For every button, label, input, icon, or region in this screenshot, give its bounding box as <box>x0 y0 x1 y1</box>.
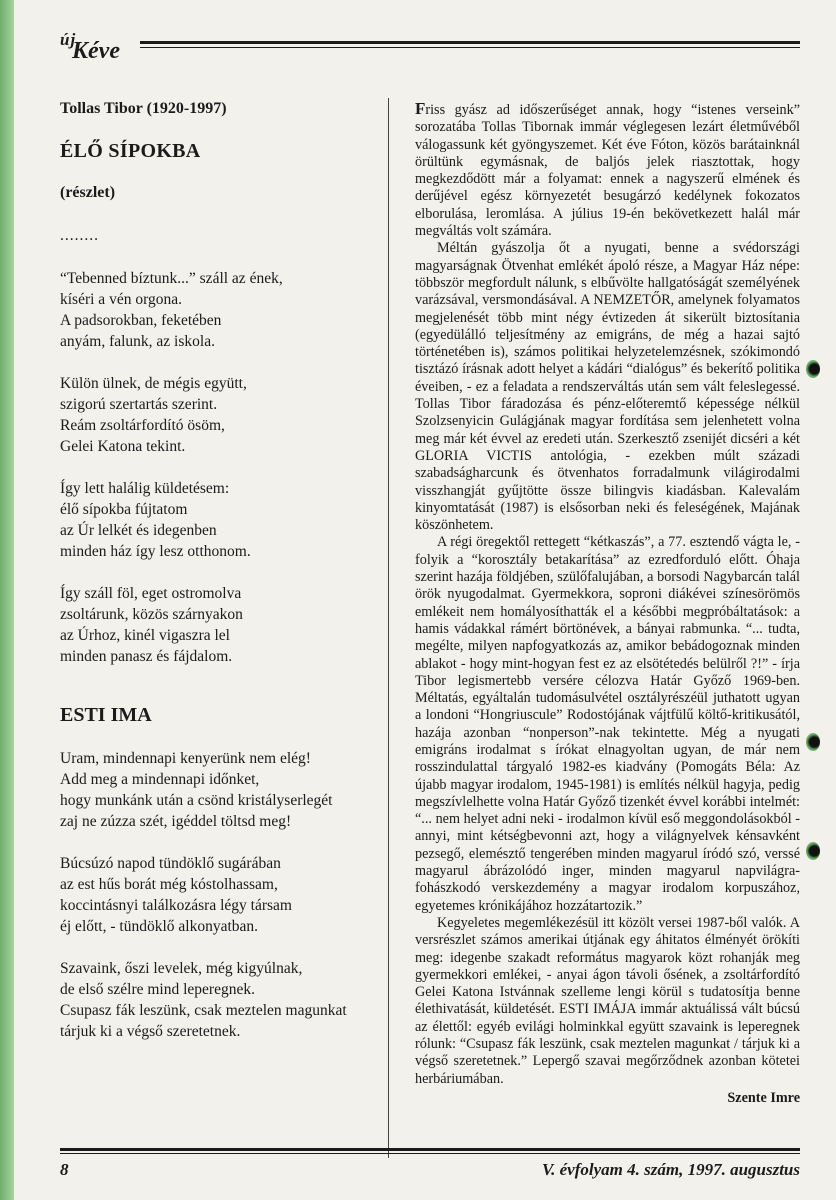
stanza <box>60 478 380 562</box>
poem-line: az Úr lelkét és idegenben <box>60 522 217 539</box>
poem1-subtitle: (részlet) <box>60 184 116 201</box>
signature: Szente Imre <box>727 1089 800 1106</box>
poem-line: élő sípokba fújtatom <box>60 501 188 518</box>
header-rule-thin <box>140 47 800 48</box>
stanza <box>60 373 380 457</box>
poem-line: kíséri a vén orgona. <box>60 291 182 308</box>
poem-line: zsoltárunk, közös szárnyakon <box>60 606 243 623</box>
logo-small: új <box>60 30 77 49</box>
poem-line: éj előtt, - tündöklő alkonyatban. <box>60 918 259 935</box>
poem1-body <box>60 268 380 667</box>
poem2-body <box>60 748 380 1042</box>
stanza <box>60 583 380 667</box>
poem-line: az Úrhoz, kinél vigaszra lel <box>60 627 230 644</box>
article-paragraph: Méltán gyászolja őt a nyugati, benne a svédországi magyarságnak Ötvenhat emlékét ápoló része, a Magyar Ház népe: többször megfordult nálunk, s elbűvölte hallgatóságát személyének varázsával, versmondásával. A NEMZETŐR, amelynek folyamatos megjelenését több mint négy évtizeden át sikerült biztosítania (egyedülálló teljesítmény az emigráns, de még a hazai sajtó történetében is), számos politikai helyzetelemzésnek, szókimondó tisztázó írásnak adott helyet a kádári “dialógus” és bekerítő politika éveiben, - ez a feladata a rendszerváltás után sem vált feleslegessé. Tollas Tibor fáradozása és pénz-előteremtő képessége nélkül Szolzsenyicin Gulágjának magyar fordítása sem jelenhetett volna meg már két évvel az eredeti után. Szerkesztő zsenijét dicséri a két GLORIA VICTIS antológia, - ezekben múlt századi szabadságharcunk és ötvenhatos forradalmunk világirodalmi visszhangját gyűjtötte össze bilingvis kiadásban. Kalevalám kinyomtatását (1987) is elsősorban neki és feleségének, Majának köszönhetem. <box>415 240 800 534</box>
poem-line: minden panasz és fájdalom. <box>60 648 233 665</box>
poem-line: “Tebenned bíztunk...” száll az ének, <box>60 270 283 287</box>
poem-line: A padsorokban, feketében <box>60 312 222 329</box>
punch-hole <box>806 733 820 751</box>
article-paragraph: Friss gyász ad időszerűséget annak, hogy “istenes verseink” sorozatába Tollas Tibornak immár véglegesen lezárt életművéből válogassunk két gyöngyszemet. Két éve Fóton, közös barátainknál örültünk egymásnak, de baljós jelek riasztottak, hogy megkezdődött már a folyamat: ennek a nagyszerű elmének és derűjével egész környezetét besugárzó kedélynek fokozatos elborulása, leromlása. A július 19-én bekövetkezett halál már megváltás volt számára. <box>415 99 800 240</box>
footer-rule <box>60 1148 800 1151</box>
poem-line: Így lett halálig küldetésem: <box>60 480 230 497</box>
poem-line: Add meg a mindennapi időnket, <box>60 771 260 788</box>
article-paragraph: A régi öregektől rettegett “kétkaszás”, a 77. esztendő vágta le, - folyik a “korosztály betakarítása” az ezredforduló előtt. Óhaja szerint hazája földjében, szülőfalujában, a borsodi Nagybarcán talál örök nyugodalmat. Gyermekkora, soproni diákévei színesörömös emlékeit nem homályosíthatták el a későbbi megpróbáltatások: a hamis vádakkal rámért börtönévek, a bányai rabmunka. “... tudta, megélte, milyen napfogyatkozás az, amikor bebádogoznak minden ablakot - hogy mint-hogyan fest ez az elsötétedés belülről ?!” - írja Tibor legismertebb versére célozva Határ Győző 1969-ben. Méltatás, egyáltalán tudomásulvétel osztályrészéül juthatott ugyan a londoni “Hongriuscule” Rodostójának vájtfülű költő-kritikusától, hazája azonban “nonperson”-nak tekintette. Még a nyugati emigráns irodalmat s írókat elnagyoltan ugyan, de már nem rosszindulattal tárgyaló 1982-es kiadvány (Pomogáts Béla: Az újabb magyar irodalom, 1945-1981) is említés nélkül hagyja, pedig megszívlelhette volna Határ Győző tizenkét évvel korábbi intelmét: “... nem helyet adni neki - irodalmon kívül eső meggondolásokból - annyi, mint kétségbevonni azt, hogy a világnyelvek kénsavként pezsegő, elemésztő tengerében minden magyarul íródó szó, verssé magyarul ábrázolódó inger, minden magyarul napvilágra-fohászkodó verskezdemény a magyar irodalom korpuszához, egyetemes krónikájához hozzátartozik.” <box>415 534 800 914</box>
poem2-title: ESTI IMA <box>60 704 152 726</box>
article-paragraph: Kegyeletes megemlékezésül itt közölt versei 1987-ből valók. A versrészlet számos amerikai útjának egy áhitatos élményét örökíti meg: idegenbe szakadt református magyarok közt rohanják meg gyermekkori emlékei, - anyai ágon távoli ősének, a zsoltárfordító Gelei Katona Istvánnak szelleme lengi körül s tudatosítja benne élethivatását, küldetését. ESTI IMÁJA immár aktuálissá vált búcsú az élettől: egyéb evilági holminkkal együtt szavaink is leperegnek rólunk: “Csupasz fák leszünk, csak meztelen magunkat / tárjuk ki a végső szeretetnek.” Lepergő szavai megőrződnek azonban kötetei herbáriumában. <box>415 914 800 1087</box>
poem-line: hogy munkánk után a csönd kristályserlegét <box>60 792 333 809</box>
poem-line: Búcsúzó napod tündöklő sugárában <box>60 855 281 872</box>
ellipsis: ........ <box>60 227 99 244</box>
stanza <box>60 958 380 1042</box>
article-column <box>415 100 800 1107</box>
poem-line: Így száll föl, eget ostromolva <box>60 585 242 602</box>
stanza <box>60 853 380 937</box>
poems-column <box>60 98 380 1063</box>
poem-line: koccintásnyi találkozásra légy társam <box>60 897 292 914</box>
punch-hole <box>806 842 820 860</box>
poem-line: Szavaink, őszi levelek, még kigyúlnak, <box>60 960 303 977</box>
stanza <box>60 748 380 832</box>
poem-line: anyám, falunk, az iskola. <box>60 333 215 350</box>
page-number: 8 <box>60 1160 69 1179</box>
binding-strip <box>0 0 14 1200</box>
article-body <box>415 100 800 1088</box>
poem-line: de első szélre mind leperegnek. <box>60 981 255 998</box>
poem-line: zaj ne zúzza szét, igéddel töltsd meg! <box>60 813 292 830</box>
stanza <box>60 268 380 352</box>
poem-line: tárjuk ki a végső szeretetnek. <box>60 1023 241 1040</box>
poem-line: Reám zsoltárfordító ösöm, <box>60 417 225 434</box>
poem-line: az est hűs borát még kóstolhassam, <box>60 876 278 893</box>
poem-line: Uram, mindennapi kenyerünk nem elég! <box>60 750 311 767</box>
poem-line: Külön ülnek, de mégis együtt, <box>60 375 247 392</box>
poem1-title: ÉLŐ SÍPOKBA <box>60 140 201 162</box>
poem-line: Gelei Katona tekint. <box>60 438 186 455</box>
poem-line: szigorú szertartás szerint. <box>60 396 218 413</box>
punch-hole <box>806 360 820 378</box>
poem-author: Tollas Tibor (1920-1997) <box>60 100 227 117</box>
issue-info: V. évfolyam 4. szám, 1997. augusztus <box>541 1160 800 1179</box>
masthead <box>60 28 800 64</box>
poem-line: minden ház így lesz otthonom. <box>60 543 251 560</box>
header-rule <box>140 41 800 44</box>
logo-main: Kéve <box>72 38 120 64</box>
poem-line: Csupasz fák leszünk, csak meztelen magunkat <box>60 1002 347 1019</box>
column-divider <box>388 98 389 1158</box>
footer-rule-thin <box>60 1153 800 1154</box>
